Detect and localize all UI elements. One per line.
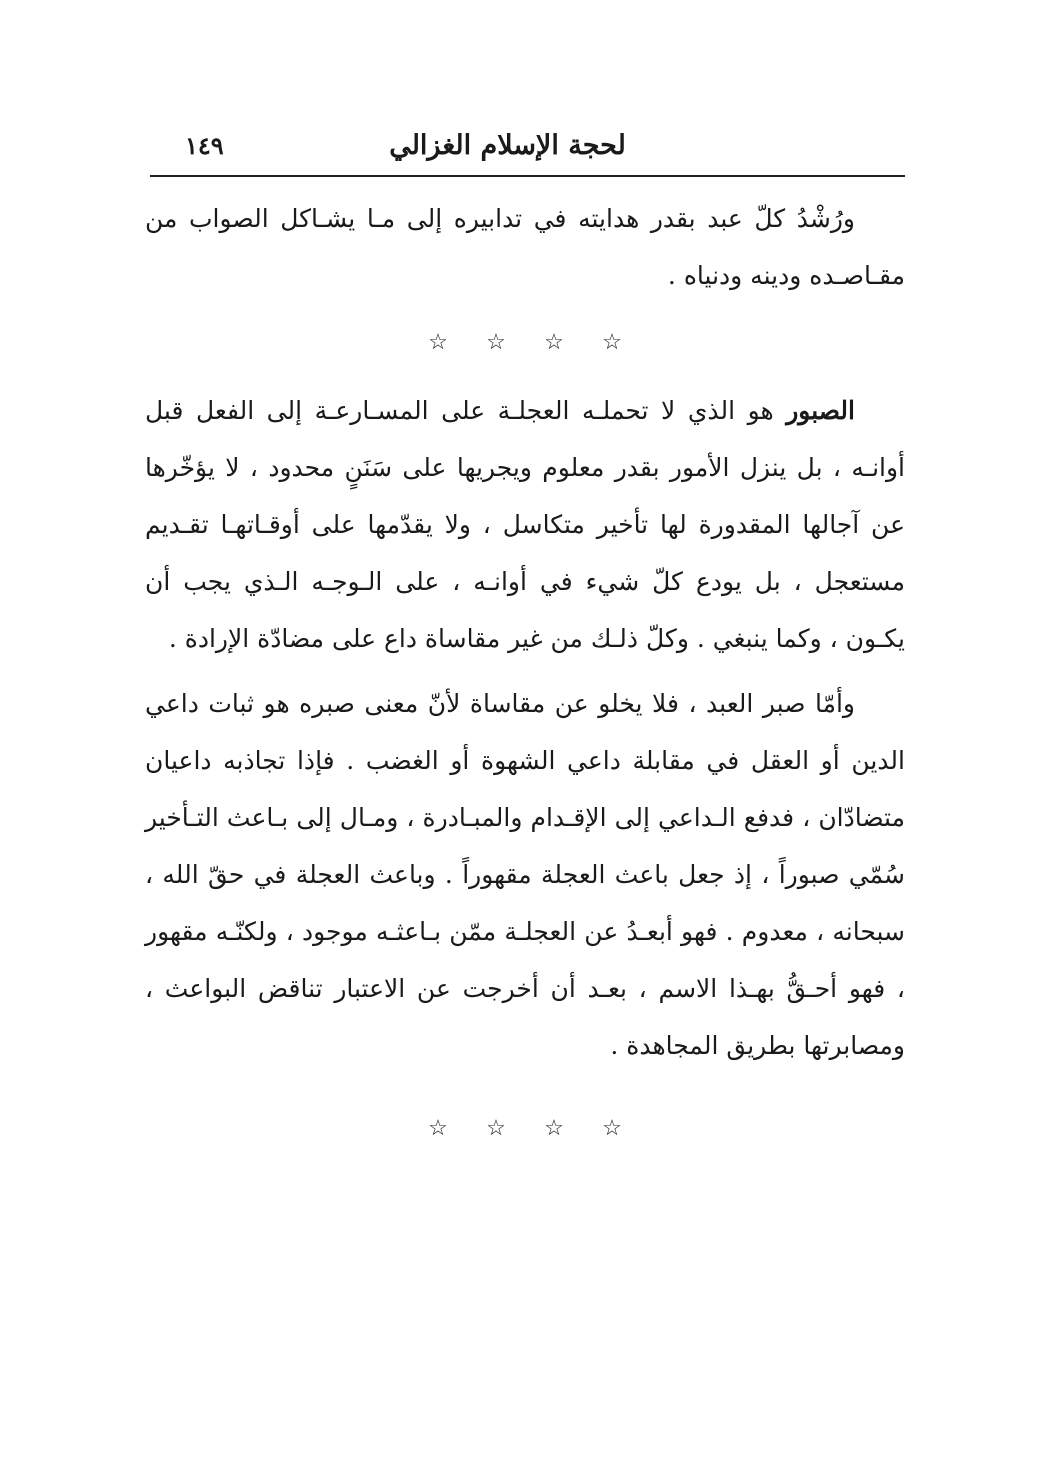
separator-stars xyxy=(145,304,905,382)
star-icon: ☆ xyxy=(602,330,622,355)
body-text xyxy=(145,190,905,1168)
star-icon: ☆ xyxy=(428,1116,448,1141)
sabur-paragraph xyxy=(145,382,905,667)
star-icon: ☆ xyxy=(486,330,506,355)
intro-paragraph: ورُشْدُ كلّ عبد بقدر هدايته في تدابيره إلى مـا يشـاكل الصواب من مقـاصـده ودينه ودنياه . xyxy=(145,204,905,290)
sabr-paragraph: وأمّا صبر العبد ، فلا يخلو عن مقاساة لأنّ معنى صبره هو ثبات داعي الدين أو العقل في مقابلة داعي الشهوة أو الغضب . فإذا تجاذبه داعيان متضادّان ، فدفع الـداعي إلى الإقـدام والمبـادرة ، ومـال إلى بـاعث التـأخير سُمّي صبوراً ، إذ جعل باعث العجلة مقهوراً . وباعث العجلة في حقّ الله ، سبحانه ، معدوم . فهو أبعـدُ عن العجلـة ممّن بـاعثـه موجود ، ولكنّـه مقهور ، فهو أحـقُّ بهـذا الاسم ، بعـد أن أخرجت عن الاعتبار تناقض البواعث ، ومصابرتها بطريق المجاهدة . xyxy=(145,689,905,1060)
page-number: ١٤٩ xyxy=(185,131,224,160)
running-title: لحجة الإسلام الغزالي xyxy=(389,130,626,161)
star-icon: ☆ xyxy=(544,330,564,355)
star-icon: ☆ xyxy=(428,330,448,355)
star-icon: ☆ xyxy=(544,1116,564,1141)
sabur-keyword: الصبور xyxy=(786,396,855,425)
separator-stars xyxy=(145,1090,905,1168)
page-header xyxy=(150,126,905,176)
sabur-paragraph-text: هو الذي لا تحملـه العجلـة على المسـارعـة إلى الفعل قبل أوانـه ، بل ينزل الأمور بقدر معلوم ويجريها على سَنَنٍ محدود ، لا يؤخّرها عن آجالها المقدورة لها تأخير متكاسل ، ولا يقدّمها على أوقـاتهـا تقـديم مستعجل ، بل يودع كلّ شيء في أوانـه ، على الـوجـه الـذي يجب أن يكـون ، وكما ينبغي . وكلّ ذلـك من غير مقاساة داع على مضادّة الإرادة . xyxy=(145,396,905,653)
star-icon: ☆ xyxy=(602,1116,622,1141)
star-icon: ☆ xyxy=(486,1116,506,1141)
header-rule xyxy=(150,175,905,177)
paragraph-gap xyxy=(145,667,905,675)
